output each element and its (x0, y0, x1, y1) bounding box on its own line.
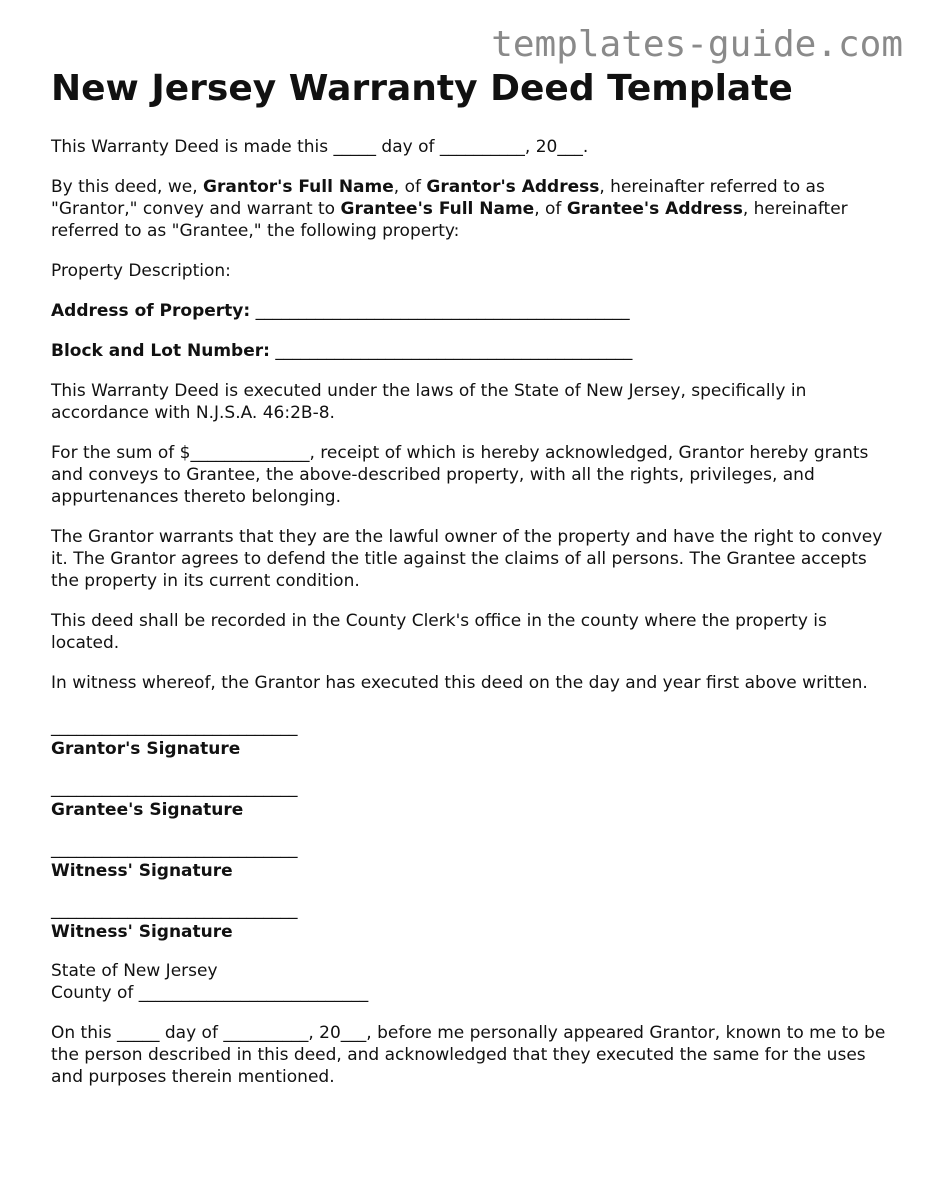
address-of-property-blank: ____________________________________________ (250, 301, 630, 321)
consideration-paragraph: For the sum of $______________, receipt of which is hereby acknowledged, Grantor hereby grants and conveys to Grantee, the above-described property, with all the rights, privileges, and appurtenances thereto belonging. (51, 443, 869, 507)
block-lot-label: Block and Lot Number: (51, 341, 270, 361)
watermark: templates-guide.com (491, 24, 903, 65)
grantee-address-placeholder: Grantee's Address (566, 199, 743, 219)
notary-venue (51, 960, 891, 1004)
witness-clause: In witness whereof, the Grantor has executed this deed on the day and year first above written. (51, 673, 868, 693)
grantor-signature-block (51, 716, 891, 760)
notary-state: State of New Jersey (51, 961, 218, 981)
recording-paragraph: This deed shall be recorded in the County Clerk's office in the county where the property is located. (51, 611, 827, 653)
parties-text: , of (393, 177, 427, 197)
grantor-address-placeholder: Grantor's Address (426, 177, 600, 197)
property-description-heading: Property Description: (51, 261, 231, 281)
signature-line: _____________________________ (51, 900, 298, 920)
intro-paragraph: This Warranty Deed is made this _____ day of __________, 20___. (51, 137, 589, 157)
parties-paragraph (51, 176, 891, 242)
page-title: New Jersey Warranty Deed Template (51, 68, 793, 109)
signature-label: Witness' Signature (51, 922, 233, 942)
signature-line: _____________________________ (51, 778, 298, 798)
signature-label: Grantor's Signature (51, 739, 241, 759)
witness-signature-block (51, 838, 891, 882)
signature-line: _____________________________ (51, 717, 298, 737)
address-of-property-field (51, 300, 891, 322)
parties-text: , hereinafter referred to as "Grantee," the following property: (51, 199, 848, 241)
signature-label: Witness' Signature (51, 861, 233, 881)
witness-signature-block (51, 899, 891, 943)
warranty-paragraph: The Grantor warrants that they are the lawful owner of the property and have the right to convey it. The Grantor agrees to defend the title against the claims of all persons. The Grantee accepts the property in its current condition. (51, 527, 883, 591)
block-lot-field (51, 340, 891, 362)
notary-acknowledgment: On this _____ day of __________, 20___, before me personally appeared Grantor, known to me to be the person described in this deed, and acknowledged that they executed the same for the uses and purposes therein mentioned. (51, 1023, 886, 1087)
block-lot-blank: __________________________________________ (269, 341, 633, 361)
grantee-name-placeholder: Grantee's Full Name (340, 199, 535, 219)
address-of-property-label: Address of Property: (51, 301, 251, 321)
parties-text: , of (534, 199, 567, 219)
signature-line: _____________________________ (51, 839, 298, 859)
notary-county: County of ___________________________ (51, 983, 369, 1003)
grantee-signature-block (51, 777, 891, 821)
parties-text: , hereinafter referred to as "Grantor," convey and warrant to (51, 177, 825, 219)
parties-text: By this deed, we, (51, 177, 204, 197)
signature-label: Grantee's Signature (51, 800, 244, 820)
laws-paragraph: This Warranty Deed is executed under the laws of the State of New Jersey, specifically in accordance with N.J.S.A. 46:2B-8. (51, 381, 807, 423)
grantor-name-placeholder: Grantor's Full Name (203, 177, 394, 197)
document-body (51, 68, 891, 1106)
